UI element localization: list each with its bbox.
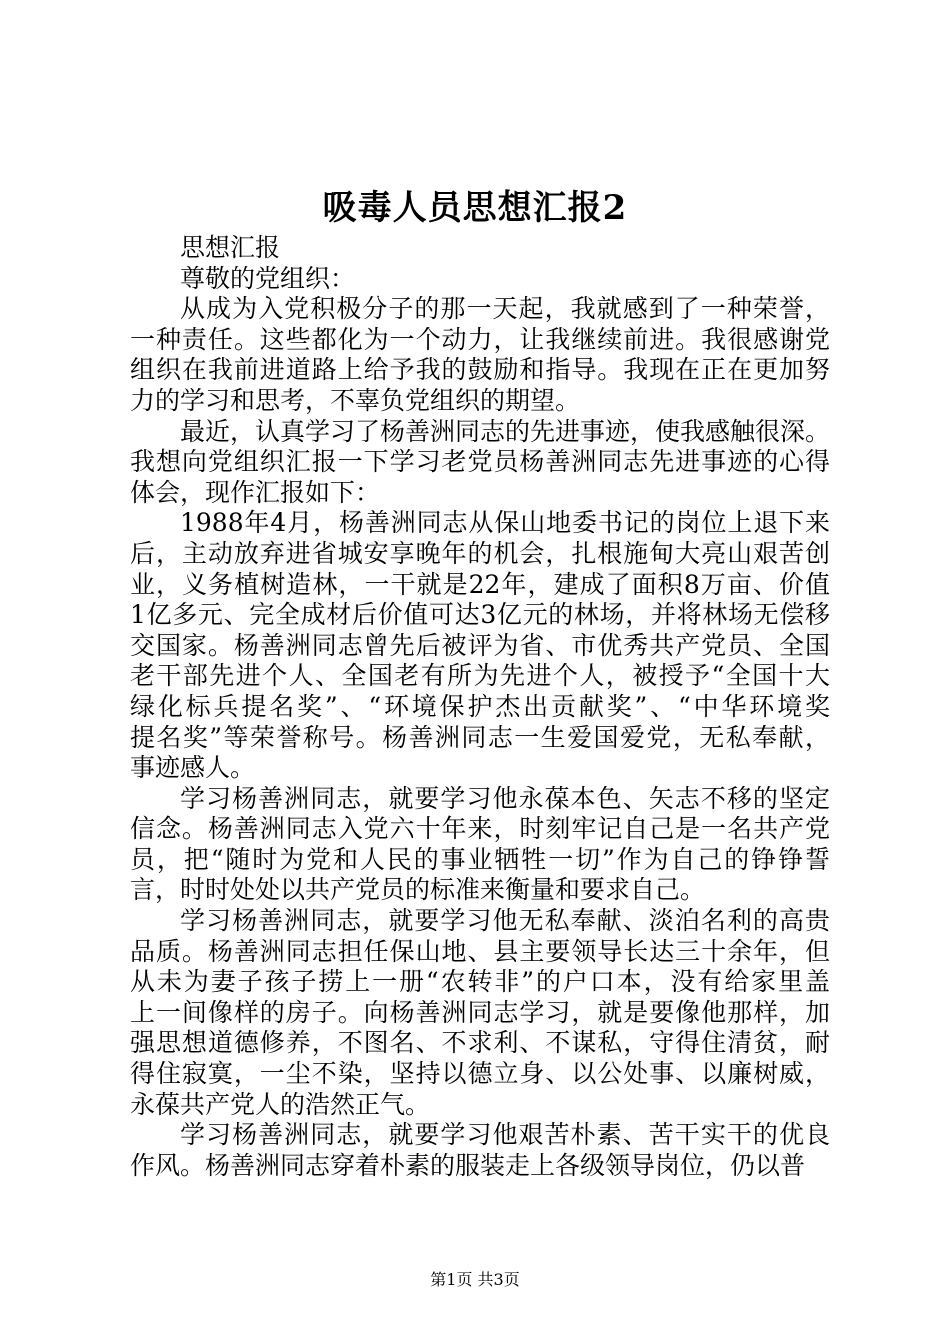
text-line: 尊敬的党组织： [180,263,356,293]
text-line: 绿化标兵提名奖”、“环境保护杰出贡献奖”、“中华环境奖 [130,691,830,721]
text-line: 思想汇报 [180,233,281,262]
text-line: 强思想道德修养，不图名、不求利、不谋私，守得住清贫，耐 [130,1028,830,1058]
text-line: 体会，现作汇报如下： [130,477,381,507]
text-line: 交国家。杨善洲同志曾先后被评为省、市优秀共产党员、全国 [130,630,830,660]
text-line: 老干部先进个人、全国老有所为先进个人，被授予“全国十大 [130,661,830,691]
text-line: 我想向党组织汇报一下学习老党员杨善洲同志先进事迹的心得 [130,447,830,477]
text-line: 学习杨善洲同志，就要学习他艰苦朴素、苦干实干的优良 [180,1120,830,1150]
paragraph [130,906,830,1120]
paragraph [130,264,830,295]
text-line: 上一间像样的房子。向杨善洲同志学习，就是要像他那样，加 [130,997,830,1027]
text-line: 业，义务植树造林，一干就是22年，建成了面积8万亩、价值 [130,569,830,599]
text-line: 提名奖”等荣誉称号。杨善洲同志一生爱国爱党，无私奉献， [130,722,830,752]
text-line: 组织在我前进道路上给予我的鼓励和指导。我现在正在更加努 [130,355,830,385]
text-line: 学习杨善洲同志，就要学习他无私奉献、淡泊名利的高贵 [180,906,830,936]
text-line: 从未为妻子孩子捞上一册“农转非”的户口本，没有给家里盖 [130,967,830,997]
text-line: 事迹感人。 [130,753,256,783]
text-line: 1988年4月，杨善洲同志从保山地委书记的岗位上退下来 [180,508,830,538]
text-line: 得住寂寞，一尘不染，坚持以德立身、以公处事、以廉树威， [130,1059,830,1089]
text-line: 学习杨善洲同志，就要学习他永葆本色、矢志不移的坚定 [180,783,830,813]
paragraph [130,233,830,264]
text-line: 一种责任。这些都化为一个动力，让我继续前进。我很感谢党 [130,324,830,354]
text-line: 言，时时处处以共产党员的标准来衡量和要求自己。 [130,875,706,905]
document-body [130,233,830,1181]
text-line: 从成为入党积极分子的那一天起，我就感到了一种荣誉， [180,294,830,324]
text-line: 信念。杨善洲同志入党六十年来，时刻牢记自己是一名共产党 [130,814,830,844]
paragraph [130,417,830,509]
paragraph [130,294,830,416]
text-line: 品质。杨善洲同志担任保山地、县主要领导长达三十余年，但 [130,936,830,966]
paragraph [130,508,830,783]
paragraph [130,1120,830,1181]
text-line: 最近，认真学习了杨善洲同志的先进事迹，使我感触很深。 [180,416,831,446]
text-line: 1亿多元、完全成材后价值可达3亿元的林场，并将林场无偿移 [130,600,830,630]
page-footer: 第1页 共3页 [430,1270,520,1289]
text-line: 永葆共产党人的浩然正气。 [130,1089,431,1119]
text-line: 力的学习和思考，不辜负党组织的期望。 [130,385,581,415]
paragraph [130,784,830,906]
text-line: 作风。杨善洲同志穿着朴素的服装走上各级领导岗位，仍以普 [130,1150,806,1180]
document-title: 吸毒人员思想汇报2 [322,188,628,228]
text-line: 员，把“随时为党和人民的事业牺牲一切”作为自己的铮铮誓 [130,844,830,874]
text-line: 后，主动放弃进省城安享晚年的机会，扎根施甸大亮山艰苦创 [130,538,830,568]
